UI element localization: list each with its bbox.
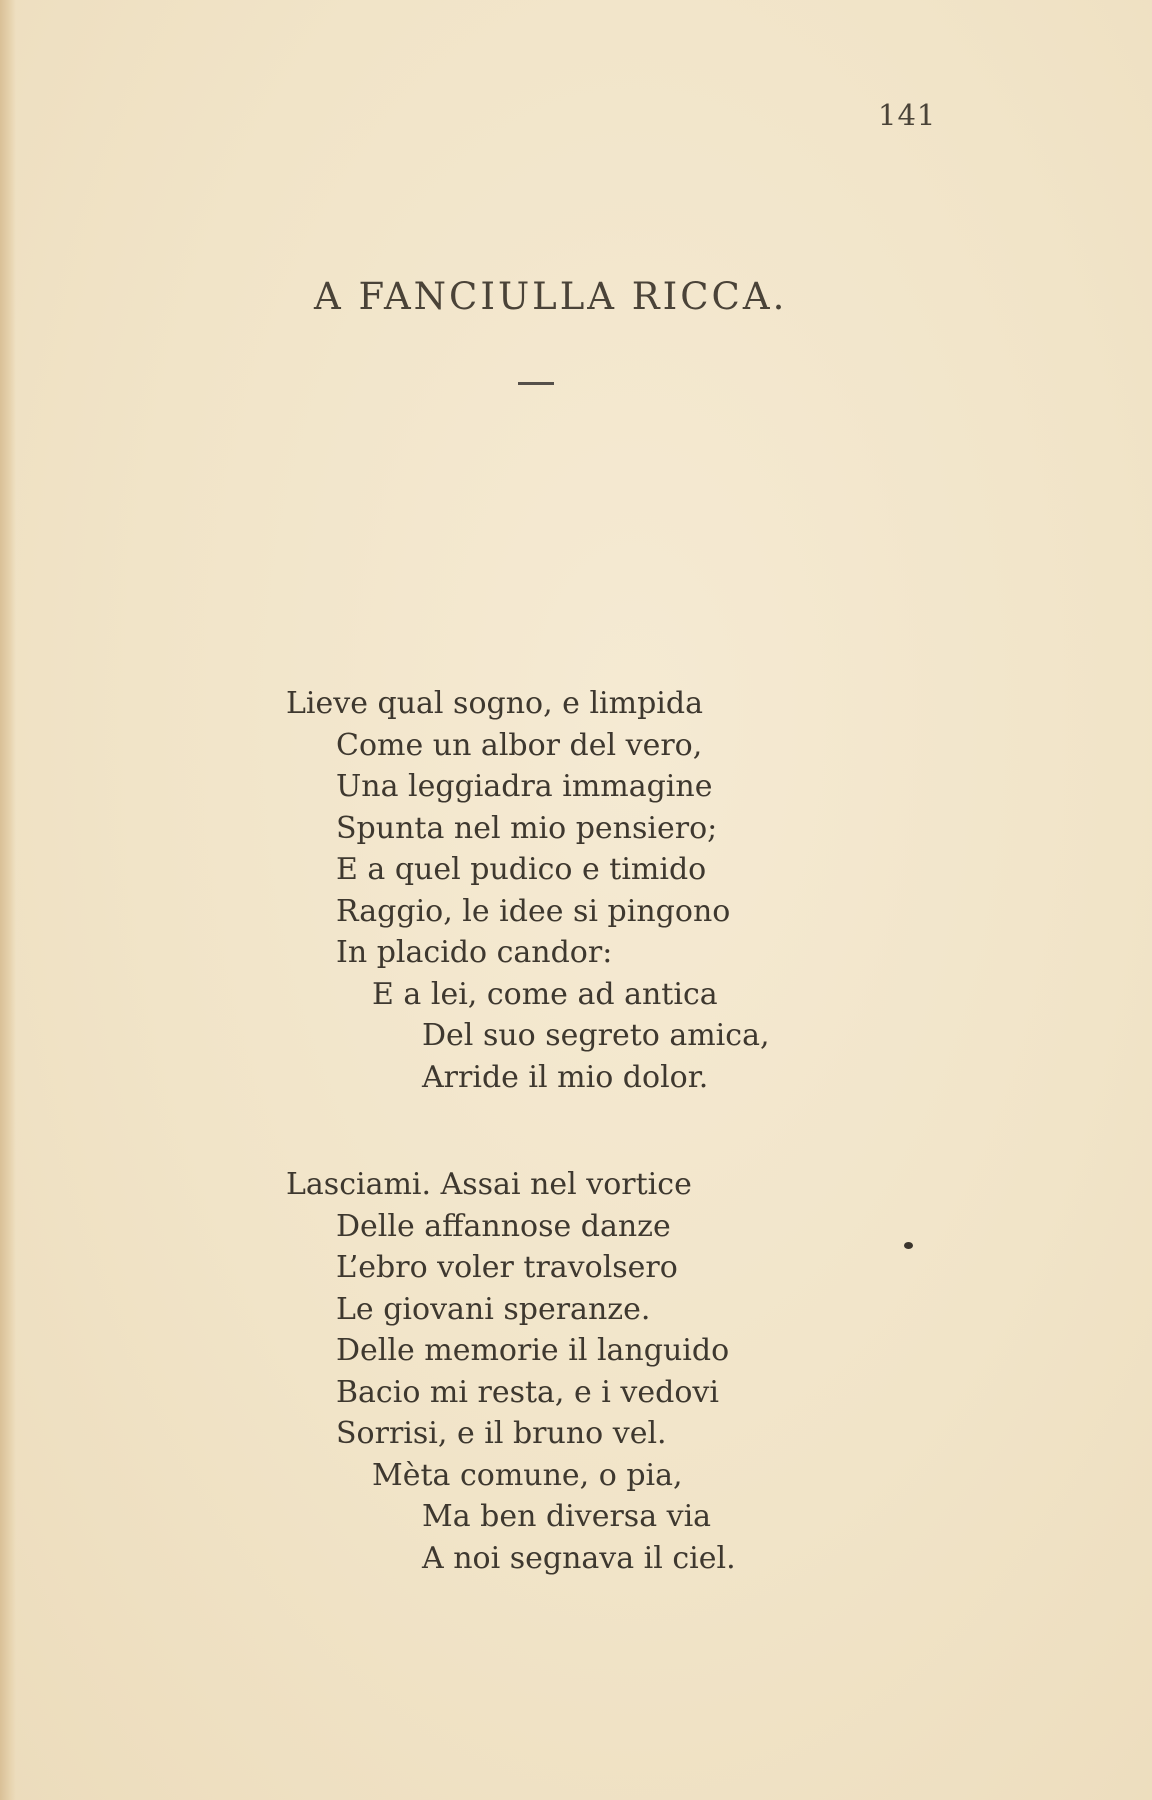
page-gutter-shadow <box>0 0 16 1800</box>
verse-line: Lasciami. Assai nel vortice <box>286 1167 692 1202</box>
stanza-2 <box>286 1164 736 1579</box>
poem-title: A FANCIULLA RICCA. <box>314 275 788 318</box>
title-divider <box>518 382 554 385</box>
verse-line: In placido candor: <box>336 935 613 970</box>
verse-line: Sorrisi, e il bruno vel. <box>336 1416 667 1451</box>
verse-line: A noi segnava il ciel. <box>422 1540 736 1576</box>
verse-line: Le giovani speranze. <box>336 1291 651 1327</box>
page-number: 141 <box>878 98 937 132</box>
verse-line: Delle memorie il languido <box>336 1333 730 1368</box>
verse-line: Mèta comune, o pia, <box>372 1457 683 1493</box>
verse-line: Come un albor del vero, <box>336 727 703 763</box>
ink-speck <box>904 1242 913 1249</box>
stanza-1 <box>286 683 770 1098</box>
verse-line: Una leggiadra immagine <box>336 769 713 804</box>
verse-line: Arride il mio dolor. <box>422 1059 709 1095</box>
verse-line: Bacio mi resta, e i vedovi <box>336 1374 719 1410</box>
verse-line: Delle affannose danze <box>336 1208 671 1244</box>
verse-line: Spunta nel mio pensiero; <box>336 810 718 846</box>
verse-line: L’ebro voler travolsero <box>336 1250 678 1285</box>
verse-line: Del suo segreto amica, <box>422 1018 770 1053</box>
verse-line: E a quel pudico e timido <box>336 852 707 887</box>
verse-line: Raggio, le idee si pingono <box>336 893 731 929</box>
verse-line: Lieve qual sogno, e limpida <box>286 686 703 721</box>
verse-line: Ma ben diversa via <box>422 1499 712 1534</box>
verse-line: E a lei, come ad antica <box>372 976 718 1012</box>
